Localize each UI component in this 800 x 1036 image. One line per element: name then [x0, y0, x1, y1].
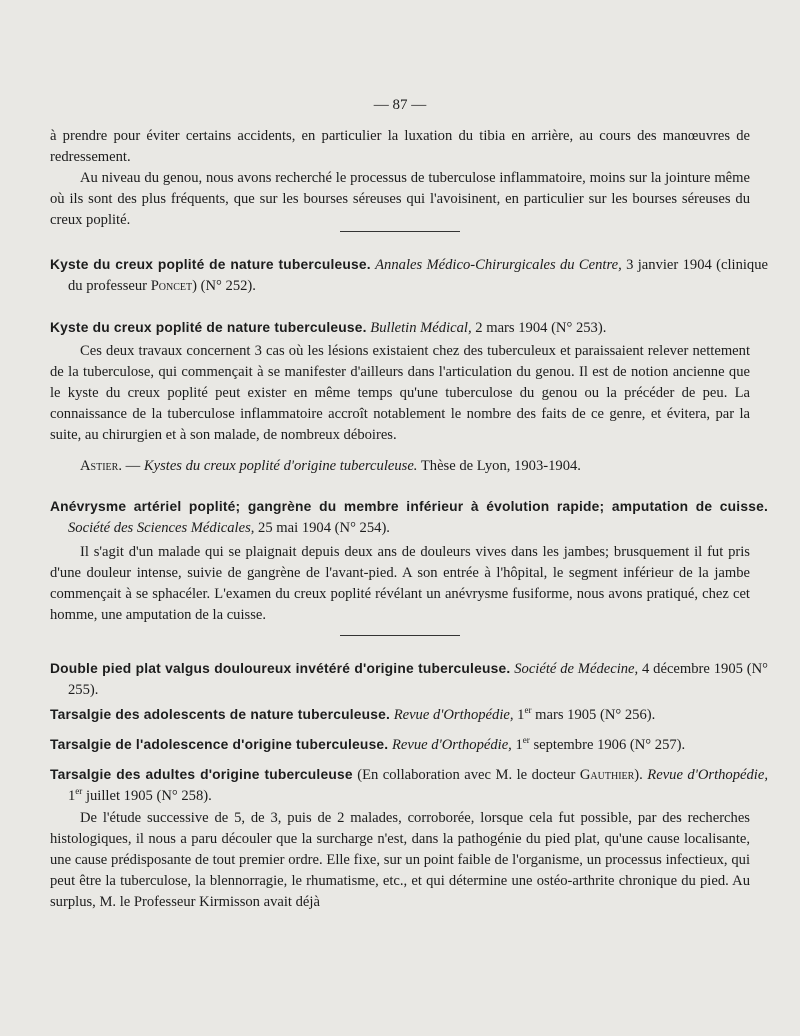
entry-number: ) (N° 252). — [192, 278, 256, 294]
entry-254-body: Il s'agit d'un malade qui se plaignait depuis deux ans de douleurs vives dans les jambes; brusquement il fut pris d'une douleur intense, suivie de gangrène de l'avant-pied. A son entrée à l'hôpital, le segment inférieur de la jambe commençait à se sphacéler. L'examen du creux poplité révélant un anévrysme fusiforme, nous avons pratiqué, chez cet homme, une amputation de la cuisse. — [50, 544, 750, 623]
ref-details: Thèse de Lyon, 1903-1904. — [417, 458, 581, 474]
ordinal-suffix: er — [524, 705, 532, 716]
entry-title: Kyste du creux poplité de nature tuberculeuse. — [50, 257, 371, 272]
entry-day: 1 — [68, 788, 76, 804]
entry-details: 2 mars 1904 (N° 253). — [471, 320, 607, 336]
entry-day: 1 — [511, 737, 523, 753]
entry-title: Kyste du creux poplité de nature tuberculeuse. — [50, 320, 367, 335]
journal-name: Bulletin Médical, — [370, 320, 472, 336]
journal-name: Revue d'Orthopédie, — [392, 737, 512, 753]
entry-253-body: Ces deux travaux concernent 3 cas où les lésions existaient chez des tuberculeux et paraissaient relever nettement de la tuberculose, qui commençait à se manifester d'ailleurs dans l'articulation du genou. Il est de notion ancienne que le kyste du creux poplité peut exister en même temps qu'une tuberculose du genou ou la précéder de peu. La connaissance de la tuberculose inflammatoire accroît notablement le nombre des faits de ce genre, et évitera, par la suite, au chirurgien et à son malade, de nombreux déboires. — [50, 343, 750, 443]
entry-253-reference — [50, 456, 750, 477]
entry-256 — [50, 704, 750, 726]
entry-details: 25 mai 1904 (N° 254). — [254, 520, 390, 536]
section-divider — [340, 635, 460, 636]
entry-255 — [50, 658, 768, 701]
journal-name: Société des Sciences Médicales, — [68, 520, 255, 536]
entry-title: Anévrysme artériel poplité; gangrène du membre inférieur à évolution rapide; amputation de cuisse. — [50, 499, 768, 514]
entry-252 — [50, 254, 768, 297]
entry-title: Tarsalgie des adolescents de nature tuberculeuse. — [50, 707, 391, 722]
journal-name: Société de Médecine, — [514, 661, 639, 677]
intro-paragraph-1: à prendre pour éviter certains accidents, en particulier la luxation du tibia en arrière, au cours des manœuvres de redressement. — [50, 128, 750, 165]
collab-close: ). — [634, 767, 648, 783]
entry-details: septembre 1906 (N° 257). — [529, 737, 686, 753]
ordinal-suffix: er — [522, 735, 530, 746]
intro-paragraph-2: Au niveau du genou, nous avons recherché le processus de tuberculose inflammatoire, moins sur la jointure même où ils sont des plus fréquents, que sur les bourses séreuses qui l'avoisinent, en particulier sur les bourses séreuses du creux poplité. — [50, 170, 750, 228]
entry-title: Double pied plat valgus douloureux invétéré d'origine tuberculeuse. — [50, 661, 511, 676]
entry-title: Tarsalgie de l'adolescence d'origine tuberculeuse. — [50, 737, 389, 752]
collab-author: Gauthier — [579, 767, 635, 783]
entry-258-body: De l'étude successive de 5, de 3, puis de 2 malades, corroborée, lorsque cela fut possible, par des recherches histologiques, il nous a paru découler que la surcharge n'est, dans la pathogénie du pied plat, qu'une cause localisante, une cause prédisposante de tout premier ordre. Elle fixe, sur un point faible de l'organisme, un processus infectieux, qui peut être la tuberculose, la blennorragie, le rhumatisme, etc., et qui détermine une ostéo-arthrite chronique du pied. Au surplus, M. le Professeur Kirmisson avait déjà — [50, 810, 750, 910]
entry-details: 3 janvier 1904 (clinique du professeur — [68, 257, 768, 294]
entry-details: mars 1905 (N° 256). — [531, 707, 656, 723]
ref-dash: . — — [118, 458, 144, 474]
ref-author: Astier — [80, 458, 119, 474]
section-divider — [340, 231, 460, 232]
entry-258-heading — [50, 764, 768, 807]
entry-day: 1 — [513, 707, 525, 723]
ordinal-suffix: er — [75, 786, 83, 797]
entry-257 — [50, 734, 750, 756]
entry-title: Tarsalgie des adultes d'origine tuberculeuse — [50, 767, 353, 782]
entry-details: juillet 1905 (N° 258). — [82, 788, 212, 804]
journal-name: Annales Médico-Chirurgicales du Centre, — [375, 257, 622, 273]
entry-253-heading — [50, 317, 750, 339]
entry-254-heading — [50, 496, 768, 539]
ref-title: Kystes du creux poplité d'origine tuberculeuse. — [143, 458, 418, 474]
author-name: Poncet — [150, 278, 193, 294]
collab-text: (En collaboration avec M. le docteur — [352, 767, 580, 783]
page-number: — 87 — — [373, 97, 427, 113]
journal-name: Revue d'Orthopédie, — [647, 767, 768, 783]
entry-details: 4 décembre 1905 (N° 255). — [68, 661, 768, 698]
journal-name: Revue d'Orthopédie, — [393, 707, 514, 723]
